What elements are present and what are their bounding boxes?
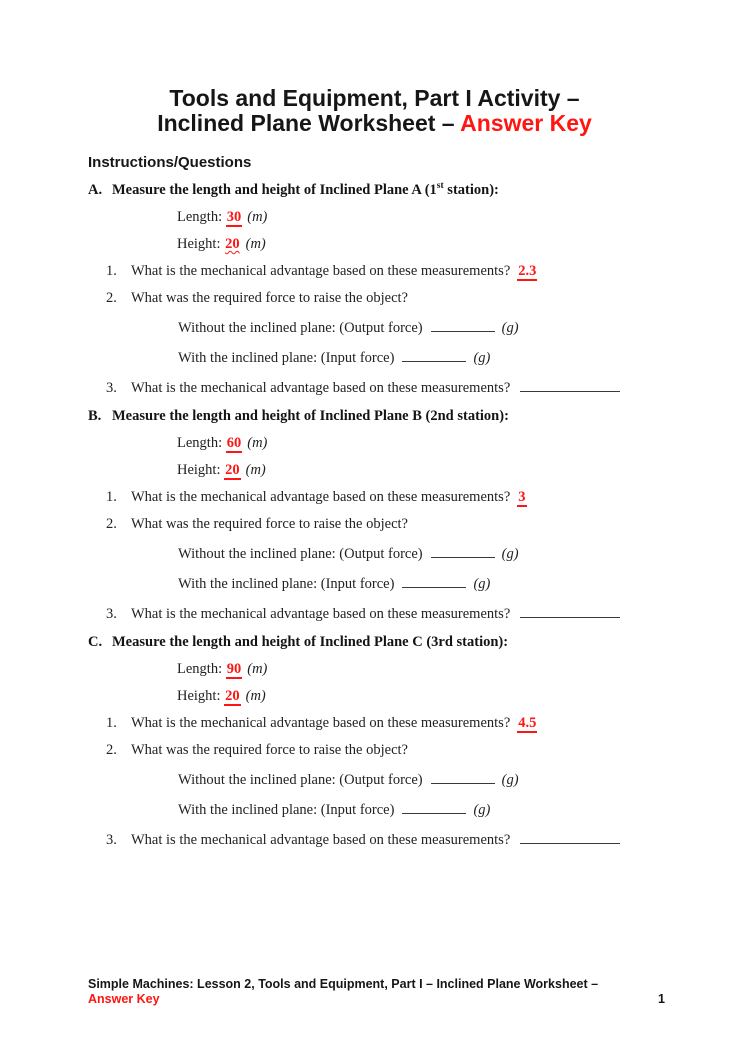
section-b-heading xyxy=(0,407,749,425)
section-letter: A. xyxy=(88,182,103,198)
answer-blank xyxy=(431,542,495,558)
section-a-heading xyxy=(0,181,749,199)
section-b xyxy=(0,407,749,623)
footer-text xyxy=(88,977,598,1007)
section-letter: C. xyxy=(88,634,103,650)
question-text: What is the mechanical advantage based on these measurements? xyxy=(131,715,511,731)
sub-question-text: Without the inclined plane: (Output force) xyxy=(178,546,423,562)
length-line xyxy=(0,660,749,678)
answer-blank xyxy=(520,376,620,392)
answer-blank xyxy=(520,828,620,844)
question-3 xyxy=(0,828,749,849)
question-text: What is the mechanical advantage based on these measurements? xyxy=(131,380,511,396)
height-label: Height: xyxy=(177,688,221,704)
question-text: What is the mechanical advantage based on these measurements? xyxy=(131,606,511,622)
question-2 xyxy=(0,289,749,307)
question-number: 2. xyxy=(106,742,117,758)
length-value-answer: 60 xyxy=(226,435,242,451)
page-number: 1 xyxy=(658,992,665,1006)
question-1 xyxy=(0,262,749,280)
grams-unit: (g) xyxy=(501,546,519,562)
answer-blank xyxy=(402,346,466,362)
question-text: What was the required force to raise the object? xyxy=(131,516,408,532)
section-c xyxy=(0,633,749,849)
question-number: 2. xyxy=(106,516,117,532)
answer-blank xyxy=(402,572,466,588)
meters-unit: (m) xyxy=(247,209,268,225)
answer-blank xyxy=(431,316,495,332)
question-2b xyxy=(0,798,749,819)
title-line-1: Tools and Equipment, Part I Activity – xyxy=(169,85,580,111)
sub-question-text: Without the inclined plane: (Output force) xyxy=(178,772,423,788)
question-number: 1. xyxy=(106,263,117,279)
footer-line-1: Simple Machines: Lesson 2, Tools and Equipment, Part I – Inclined Plane Worksheet – xyxy=(88,977,599,991)
question-2b xyxy=(0,572,749,593)
ordinal-superscript: st xyxy=(436,181,444,192)
grams-unit: (g) xyxy=(473,350,491,366)
question-number: 3. xyxy=(106,380,117,396)
section-heading-text: Measure the length and height of Inclined Plane A (1st station): xyxy=(112,181,499,198)
mechanical-advantage-answer: 3 xyxy=(518,489,526,505)
sub-question-text: With the inclined plane: (Input force) xyxy=(178,802,395,818)
section-heading-text: Measure the length and height of Inclined Plane C (3rd station): xyxy=(112,634,509,650)
instructions-heading: Instructions/Questions xyxy=(88,154,252,171)
page-footer xyxy=(88,977,665,1007)
meters-unit: (m) xyxy=(247,661,268,677)
grams-unit: (g) xyxy=(473,802,491,818)
title-line-2-black: Inclined Plane Worksheet – xyxy=(157,110,461,136)
height-line xyxy=(0,461,749,479)
length-label: Length: xyxy=(177,209,223,225)
question-text: What was the required force to raise the object? xyxy=(131,290,408,306)
question-2a xyxy=(0,542,749,563)
mechanical-advantage-answer: 2.3 xyxy=(518,263,537,279)
section-letter: B. xyxy=(88,408,102,424)
meters-unit: (m) xyxy=(245,236,266,252)
sub-question-text: Without the inclined plane: (Output force) xyxy=(178,320,423,336)
grams-unit: (g) xyxy=(501,772,519,788)
question-text: What is the mechanical advantage based on these measurements? xyxy=(131,489,511,505)
height-label: Height: xyxy=(177,462,221,478)
height-line xyxy=(0,235,749,253)
length-label: Length: xyxy=(177,435,223,451)
answer-blank xyxy=(402,798,466,814)
section-a xyxy=(0,181,749,397)
footer-answer-key: Answer Key xyxy=(88,992,160,1006)
section-heading-text: Measure the length and height of Inclined Plane B (2nd station): xyxy=(112,408,509,424)
length-value-answer: 30 xyxy=(226,209,242,225)
meters-unit: (m) xyxy=(245,462,266,478)
question-text: What is the mechanical advantage based on these measurements? xyxy=(131,263,511,279)
grams-unit: (g) xyxy=(473,576,491,592)
section-c-heading xyxy=(0,633,749,651)
sub-question-text: With the inclined plane: (Input force) xyxy=(178,350,395,366)
question-text: What is the mechanical advantage based on these measurements? xyxy=(131,832,511,848)
title-line-2 xyxy=(0,111,749,136)
grams-unit: (g) xyxy=(501,320,519,336)
question-2a xyxy=(0,768,749,789)
meters-unit: (m) xyxy=(247,435,268,451)
height-line xyxy=(0,687,749,705)
document-title xyxy=(0,86,749,136)
answer-blank xyxy=(431,768,495,784)
question-1 xyxy=(0,714,749,732)
question-number: 3. xyxy=(106,606,117,622)
question-3 xyxy=(0,602,749,623)
meters-unit: (m) xyxy=(245,688,266,704)
question-2b xyxy=(0,346,749,367)
height-value-answer: 20 xyxy=(225,236,240,252)
question-number: 3. xyxy=(106,832,117,848)
answer-blank xyxy=(520,602,620,618)
length-value-answer: 90 xyxy=(226,661,242,677)
question-1 xyxy=(0,488,749,506)
question-number: 1. xyxy=(106,489,117,505)
question-2a xyxy=(0,316,749,337)
question-3 xyxy=(0,376,749,397)
mechanical-advantage-answer: 4.5 xyxy=(518,715,537,731)
length-label: Length: xyxy=(177,661,223,677)
question-2 xyxy=(0,515,749,533)
length-line xyxy=(0,208,749,226)
question-number: 1. xyxy=(106,715,117,731)
length-line xyxy=(0,434,749,452)
question-2 xyxy=(0,741,749,759)
height-value-answer: 20 xyxy=(225,688,240,704)
title-answer-key: Answer Key xyxy=(460,110,592,136)
sub-question-text: With the inclined plane: (Input force) xyxy=(178,576,395,592)
question-number: 2. xyxy=(106,290,117,306)
height-value-answer: 20 xyxy=(225,462,240,478)
height-label: Height: xyxy=(177,236,221,252)
question-text: What was the required force to raise the object? xyxy=(131,742,408,758)
